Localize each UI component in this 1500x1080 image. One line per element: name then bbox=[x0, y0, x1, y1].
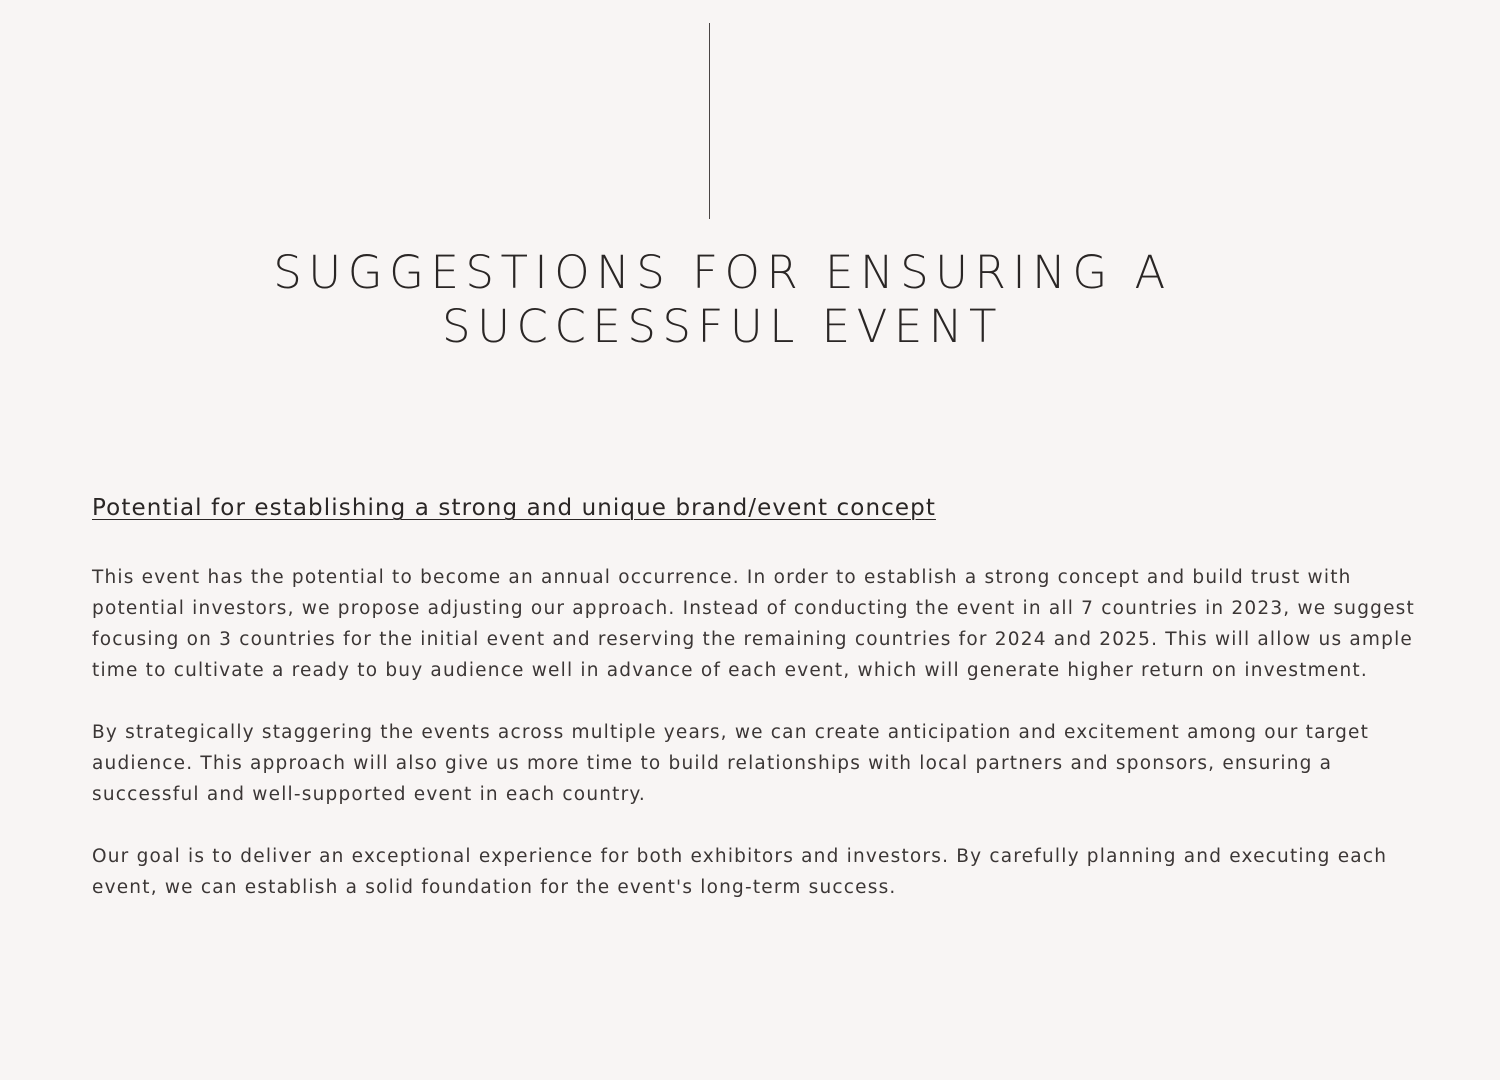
content-section bbox=[92, 492, 1422, 934]
paragraph-annual-occurrence: This event has the potential to become an annual occurrence. In order to establish a strong concept and build trust with potential investors, we propose adjusting our approach. Instead of conducting the event in all 7 countries in 2023, we suggest focusing on 3 countries for the initial event and reserving the remaining countries for 2024 and 2025. This will allow us ample time to cultivate a ready to buy audience well in advance of each event, which will generate higher return on investment. bbox=[92, 567, 1415, 681]
paragraph-staggering-events: By strategically staggering the events across multiple years, we can create anticipation and excitement among our target audience. This approach will also give us more time to build relationships with local partners and sponsors, ensuring a successful and well-supported event in each country. bbox=[92, 722, 1370, 805]
vertical-divider-line bbox=[709, 23, 710, 219]
section-heading: Potential for establishing a strong and unique brand/event concept bbox=[92, 495, 936, 521]
page-title-line-1: SUGGESTIONS FOR ENSURING A bbox=[273, 246, 1172, 299]
page-title-line-2: SUCCESSFUL EVENT bbox=[442, 300, 1003, 353]
paragraph-goal: Our goal is to deliver an exceptional experience for both exhibitors and investors. By carefully planning and executing each event, we can establish a solid foundation for the event's long-term success. bbox=[92, 846, 1388, 898]
page-title bbox=[200, 246, 1245, 354]
